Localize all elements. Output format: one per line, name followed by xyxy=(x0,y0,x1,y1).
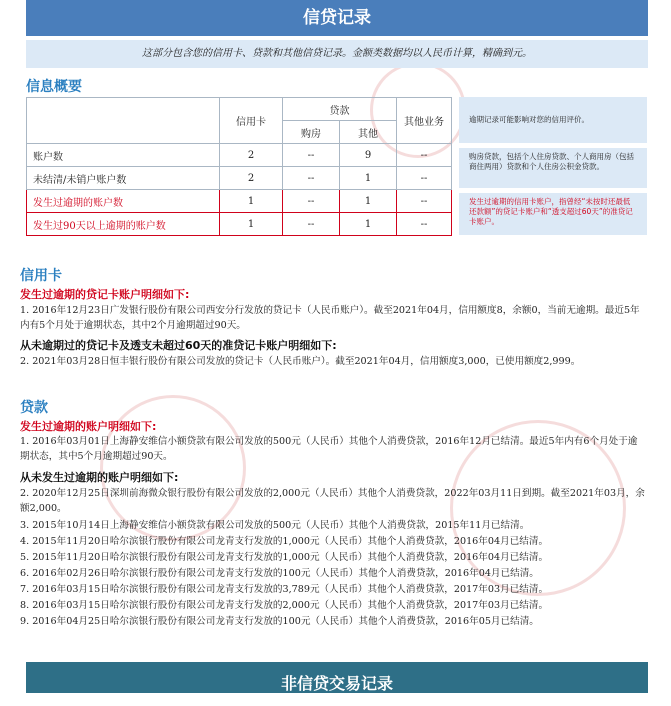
table-row xyxy=(27,144,452,167)
list-item: 2. 2020年12月25日深圳前海微众银行股份有限公司发放的2,000元（人民币）其他个人消费贷款，2022年03月11日到期。截至2021年03月，余额2,000。 xyxy=(20,488,645,514)
list-item: 7. 2016年03月15日哈尔滨银行股份有限公司龙青支行发放的3,789元（人民币）其他个人消费贷款，2017年03月已结清。 xyxy=(20,584,549,595)
table-row xyxy=(27,190,452,213)
col-other-header: 其他 xyxy=(340,121,397,144)
list-item: 2. 2021年03月28日恒丰银行股份有限公司发放的贷记卡（人民币账户）。截至2021年04月，信用额度3,000，已使用额度2,999。 xyxy=(20,356,581,367)
loan-overdue-heading: 发生过逾期的账户明细如下: xyxy=(20,420,157,433)
loan-title: 贷款 xyxy=(20,400,48,416)
cell-house: -- xyxy=(283,213,340,236)
cell-biz: -- xyxy=(397,213,452,236)
cell-card: 1 xyxy=(220,213,283,236)
side-note-overdue: 逾期记录可能影响对您的信用评价。 xyxy=(459,97,647,143)
col-loan-header: 贷款 xyxy=(283,98,397,121)
cell-other: 1 xyxy=(340,190,397,213)
overview-table xyxy=(26,97,452,236)
col-card-header: 信用卡 xyxy=(220,98,283,144)
col-other-biz-header: 其他业务 xyxy=(397,98,452,144)
row-label: 未结清/未销户账户数 xyxy=(27,167,220,190)
list-item: 4. 2015年11月20日哈尔滨银行股份有限公司龙青支行发放的1,000元（人民币）其他个人消费贷款，2016年04月已结清。 xyxy=(20,536,549,547)
list-item: 1. 2016年12月23日广发银行股份有限公司西安分行发放的贷记卡（人民币账户）。截至2021年04月，信用额度8，余额0，当前无逾期。最近5年内有5个月处于逾期状态，其中2个月逾期超过90天。 xyxy=(20,305,640,331)
credit-card-title: 信用卡 xyxy=(20,268,62,284)
table-row xyxy=(27,167,452,190)
side-note-overdue-card: 发生过逾期的信用卡账户，指曾经“未按时还最低还款额”的贷记卡账户和“透支超过60天”的准贷记卡账户。 xyxy=(459,193,647,235)
blank-header xyxy=(27,98,220,144)
page-title: 信贷记录 xyxy=(26,0,648,36)
list-item: 9. 2016年04月25日哈尔滨银行股份有限公司龙青支行发放的100元（人民币）其他个人消费贷款，2016年05月已结清。 xyxy=(20,616,539,627)
list-item: 8. 2016年03月15日哈尔滨银行股份有限公司龙青支行发放的2,000元（人民币）其他个人消费贷款，2017年03月已结清。 xyxy=(20,600,549,611)
loan-normal-heading: 从未发生过逾期的账户明细如下: xyxy=(20,471,179,484)
cell-house: -- xyxy=(283,167,340,190)
table-row xyxy=(27,213,452,236)
cell-card: 2 xyxy=(220,167,283,190)
list-item: 6. 2016年02月26日哈尔滨银行股份有限公司龙青支行发放的100元（人民币）其他个人消费贷款，2016年04月已结清。 xyxy=(20,568,539,579)
notice-text: 这部分包含您的信用卡、贷款和其他信贷记录。金额类数据均以人民币计算，精确到元。 xyxy=(26,40,648,68)
list-item: 3. 2015年10月14日上海静安维信小额贷款有限公司发放的500元（人民币）其他个人消费贷款，2015年11月已结清。 xyxy=(20,520,530,531)
cell-biz: -- xyxy=(397,190,452,213)
credit-card-overdue-heading: 发生过逾期的贷记卡账户明细如下: xyxy=(20,288,190,301)
cell-biz: -- xyxy=(397,144,452,167)
row-label: 发生过90天以上逾期的账户数 xyxy=(27,213,220,236)
cell-card: 2 xyxy=(220,144,283,167)
section-banner-non-credit: 非信贷交易记录 xyxy=(26,662,648,693)
cell-biz: -- xyxy=(397,167,452,190)
row-label: 账户数 xyxy=(27,144,220,167)
overview-title: 信息概要 xyxy=(26,79,82,95)
credit-card-normal-heading: 从未逾期过的贷记卡及透支未超过60天的准贷记卡账户明细如下: xyxy=(20,339,337,352)
cell-card: 1 xyxy=(220,190,283,213)
side-note-house-loan: 购房贷款，包括个人住房贷款、个人商用房（包括商住两用）贷款和个人住房公积金贷款。 xyxy=(459,148,647,188)
col-house-header: 购房 xyxy=(283,121,340,144)
list-item: 5. 2015年11月20日哈尔滨银行股份有限公司龙青支行发放的1,000元（人民币）其他个人消费贷款，2016年04月已结清。 xyxy=(20,552,549,563)
list-item: 1. 2016年03月01日上海静安维信小额贷款有限公司发放的500元（人民币）其他个人消费贷款，2016年12月已结清。最近5年内有6个月处于逾期状态，其中5个月逾期超过90天。 xyxy=(20,436,638,462)
row-label: 发生过逾期的账户数 xyxy=(27,190,220,213)
cell-other: 1 xyxy=(340,167,397,190)
cell-other: 1 xyxy=(340,213,397,236)
cell-other: 9 xyxy=(340,144,397,167)
cell-house: -- xyxy=(283,190,340,213)
cell-house: -- xyxy=(283,144,340,167)
